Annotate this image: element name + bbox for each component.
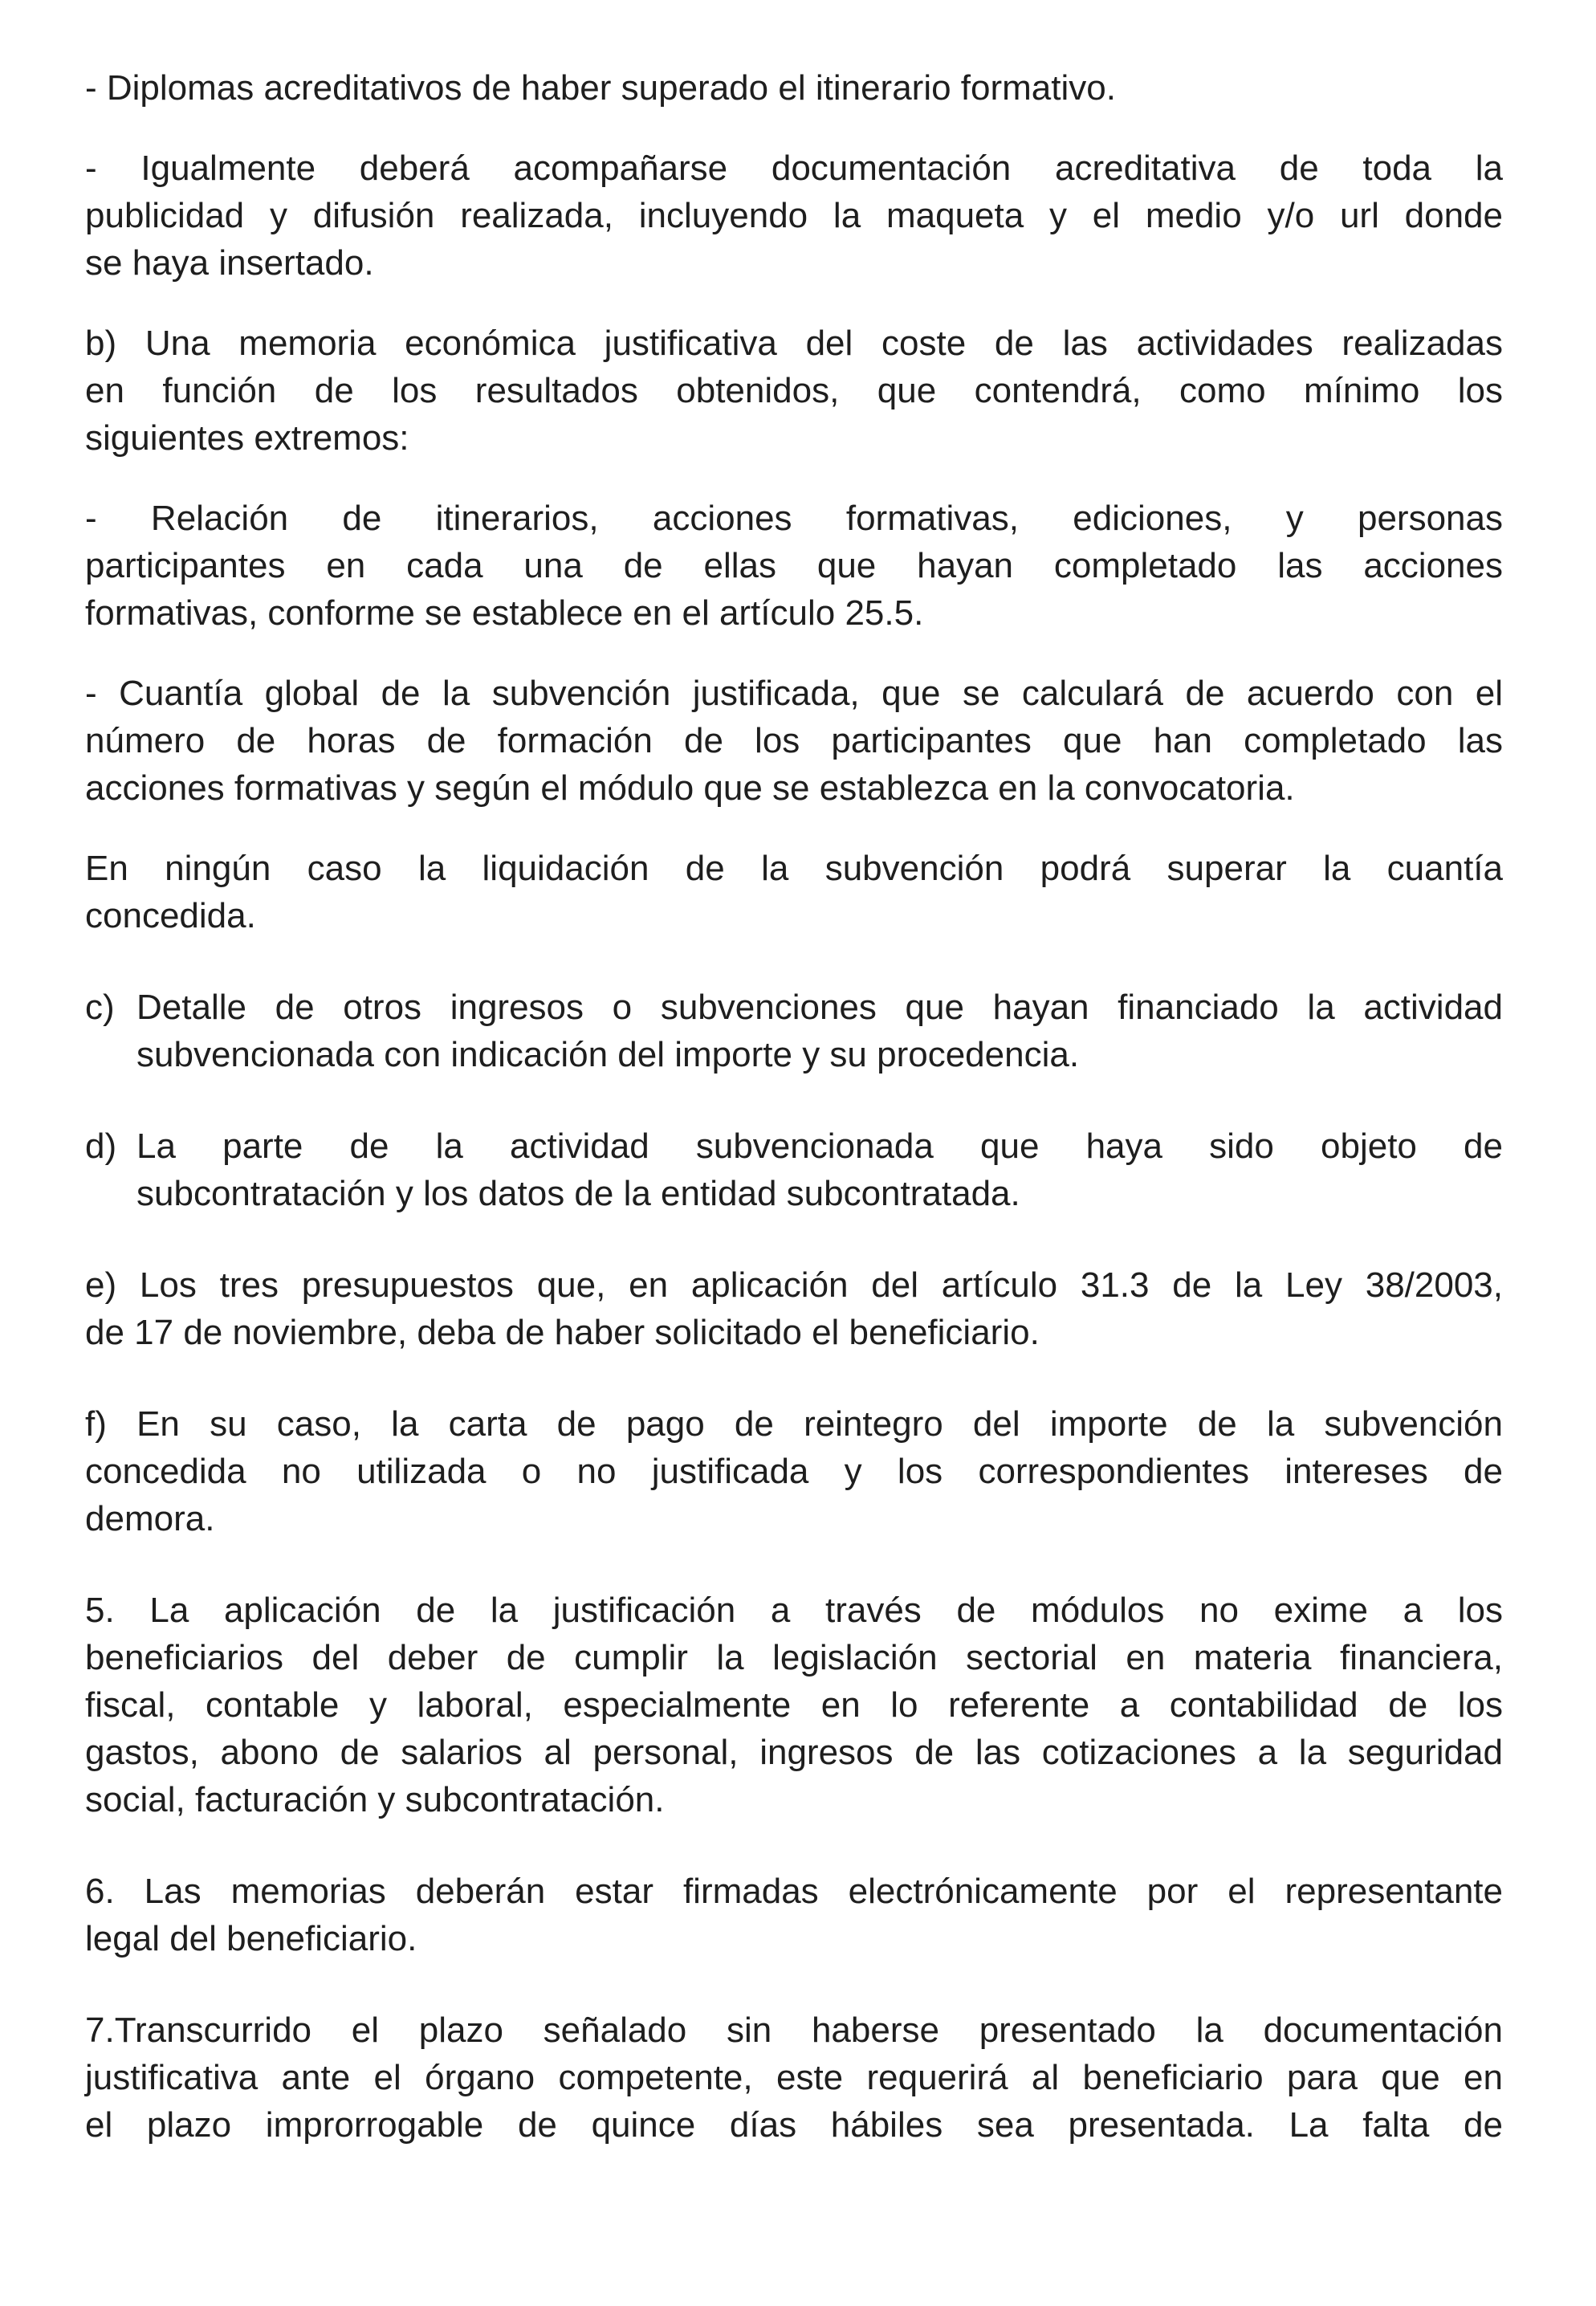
text-line: siguientes extremos: [85,418,409,458]
item-e-presupuestos [85,1261,1503,1356]
text-line: b) Una memoria económica justificativa del coste de las actividades realizadas [85,324,1503,363]
list-item-body [136,984,1503,1078]
item-d-subcontratacion [85,1122,1503,1217]
para-7-transcurrido-plazo [85,2007,1503,2149]
text-line: demora. [85,1499,215,1538]
document-body [85,64,1503,2149]
text-line: - Diplomas acreditativos de haber superado el itinerario formativo. [85,68,1116,108]
text-line: 5. La aplicación de la justificación a través de módulos no exime a los [85,1591,1503,1630]
para-6-memorias-firmadas [85,1868,1503,1962]
text-line: - Igualmente deberá acompañarse documentación acreditativa de toda la [85,149,1503,188]
list-item-body [136,1122,1503,1217]
text-line: de 17 de noviembre, deba de haber solicitado el beneficiario. [85,1313,1040,1352]
text-line: 6. Las memorias deberán estar firmadas electrónicamente por el representante [85,1872,1503,1911]
text-line: Detalle de otros ingresos o subvenciones que hayan financiado la actividad [136,988,1503,1027]
text-line: gastos, abono de salarios al personal, ingresos de las cotizaciones a la seguridad [85,1733,1503,1772]
para-5-aplicacion-modulos [85,1587,1503,1823]
text-line: publicidad y difusión realizada, incluyendo la maqueta y el medio y/o url donde [85,196,1503,235]
text-line: el plazo improrrogable de quince días hábiles sea presentada. La falta de [85,2105,1503,2145]
text-line: social, facturación y subcontratación. [85,1780,665,1819]
item-dash-cuantia [85,670,1503,812]
text-line: acciones formativas y según el módulo que se establezca en la convocatoria. [85,768,1295,808]
text-line: número de horas de formación de los participantes que han completado las [85,721,1503,760]
item-dash-relacion [85,495,1503,637]
text-line: - Cuantía global de la subvención justificada, que se calculará de acuerdo con el [85,674,1503,713]
text-line: e) Los tres presupuestos que, en aplicación del artículo 31.3 de la Ley 38/2003, [85,1265,1503,1305]
list-marker: c) [85,988,115,1027]
text-line: f) En su caso, la carta de pago de reintegro del importe de la subvención [85,1404,1503,1444]
text-line: participantes en cada una de ellas que hayan completado las acciones [85,546,1503,585]
text-line: se haya insertado. [85,243,374,283]
text-line: 7.Transcurrido el plazo señalado sin haberse presentado la documentación [85,2011,1503,2050]
text-line: fiscal, contable y laboral, especialmente en lo referente a contabilidad de los [85,1685,1503,1725]
text-line: concedida no utilizada o no justificada y los correspondientes intereses de [85,1452,1503,1491]
text-line: subcontratación y los datos de la entidad subcontratada. [136,1174,1020,1213]
text-line: subvencionada con indicación del importe y su procedencia. [136,1035,1080,1074]
item-f-carta-pago [85,1400,1503,1542]
text-line: concedida. [85,896,256,935]
text-line: - Relación de itinerarios, acciones formativas, ediciones, y personas [85,499,1503,538]
text-line: La parte de la actividad subvencionada que haya sido objeto de [136,1127,1503,1166]
text-line: beneficiarios del deber de cumplir la legislación sectorial en materia financiera, [85,1638,1503,1677]
para-liquidacion [85,845,1503,939]
text-line: justificativa ante el órgano competente, este requerirá al beneficiario para que en [85,2058,1503,2097]
text-line: legal del beneficiario. [85,1919,417,1958]
item-c-detalle-ingresos [85,984,1503,1078]
list-marker: d) [85,1127,117,1166]
text-line: en función de los resultados obtenidos, que contendrá, como mínimo los [85,371,1503,410]
item-b-memoria-economica [85,320,1503,462]
text-line: formativas, conforme se establece en el artículo 25.5. [85,593,924,633]
item-dash-igualmente [85,145,1503,287]
text-line: En ningún caso la liquidación de la subvención podrá superar la cuantía [85,849,1503,888]
item-dash-diplomas [85,64,1503,112]
